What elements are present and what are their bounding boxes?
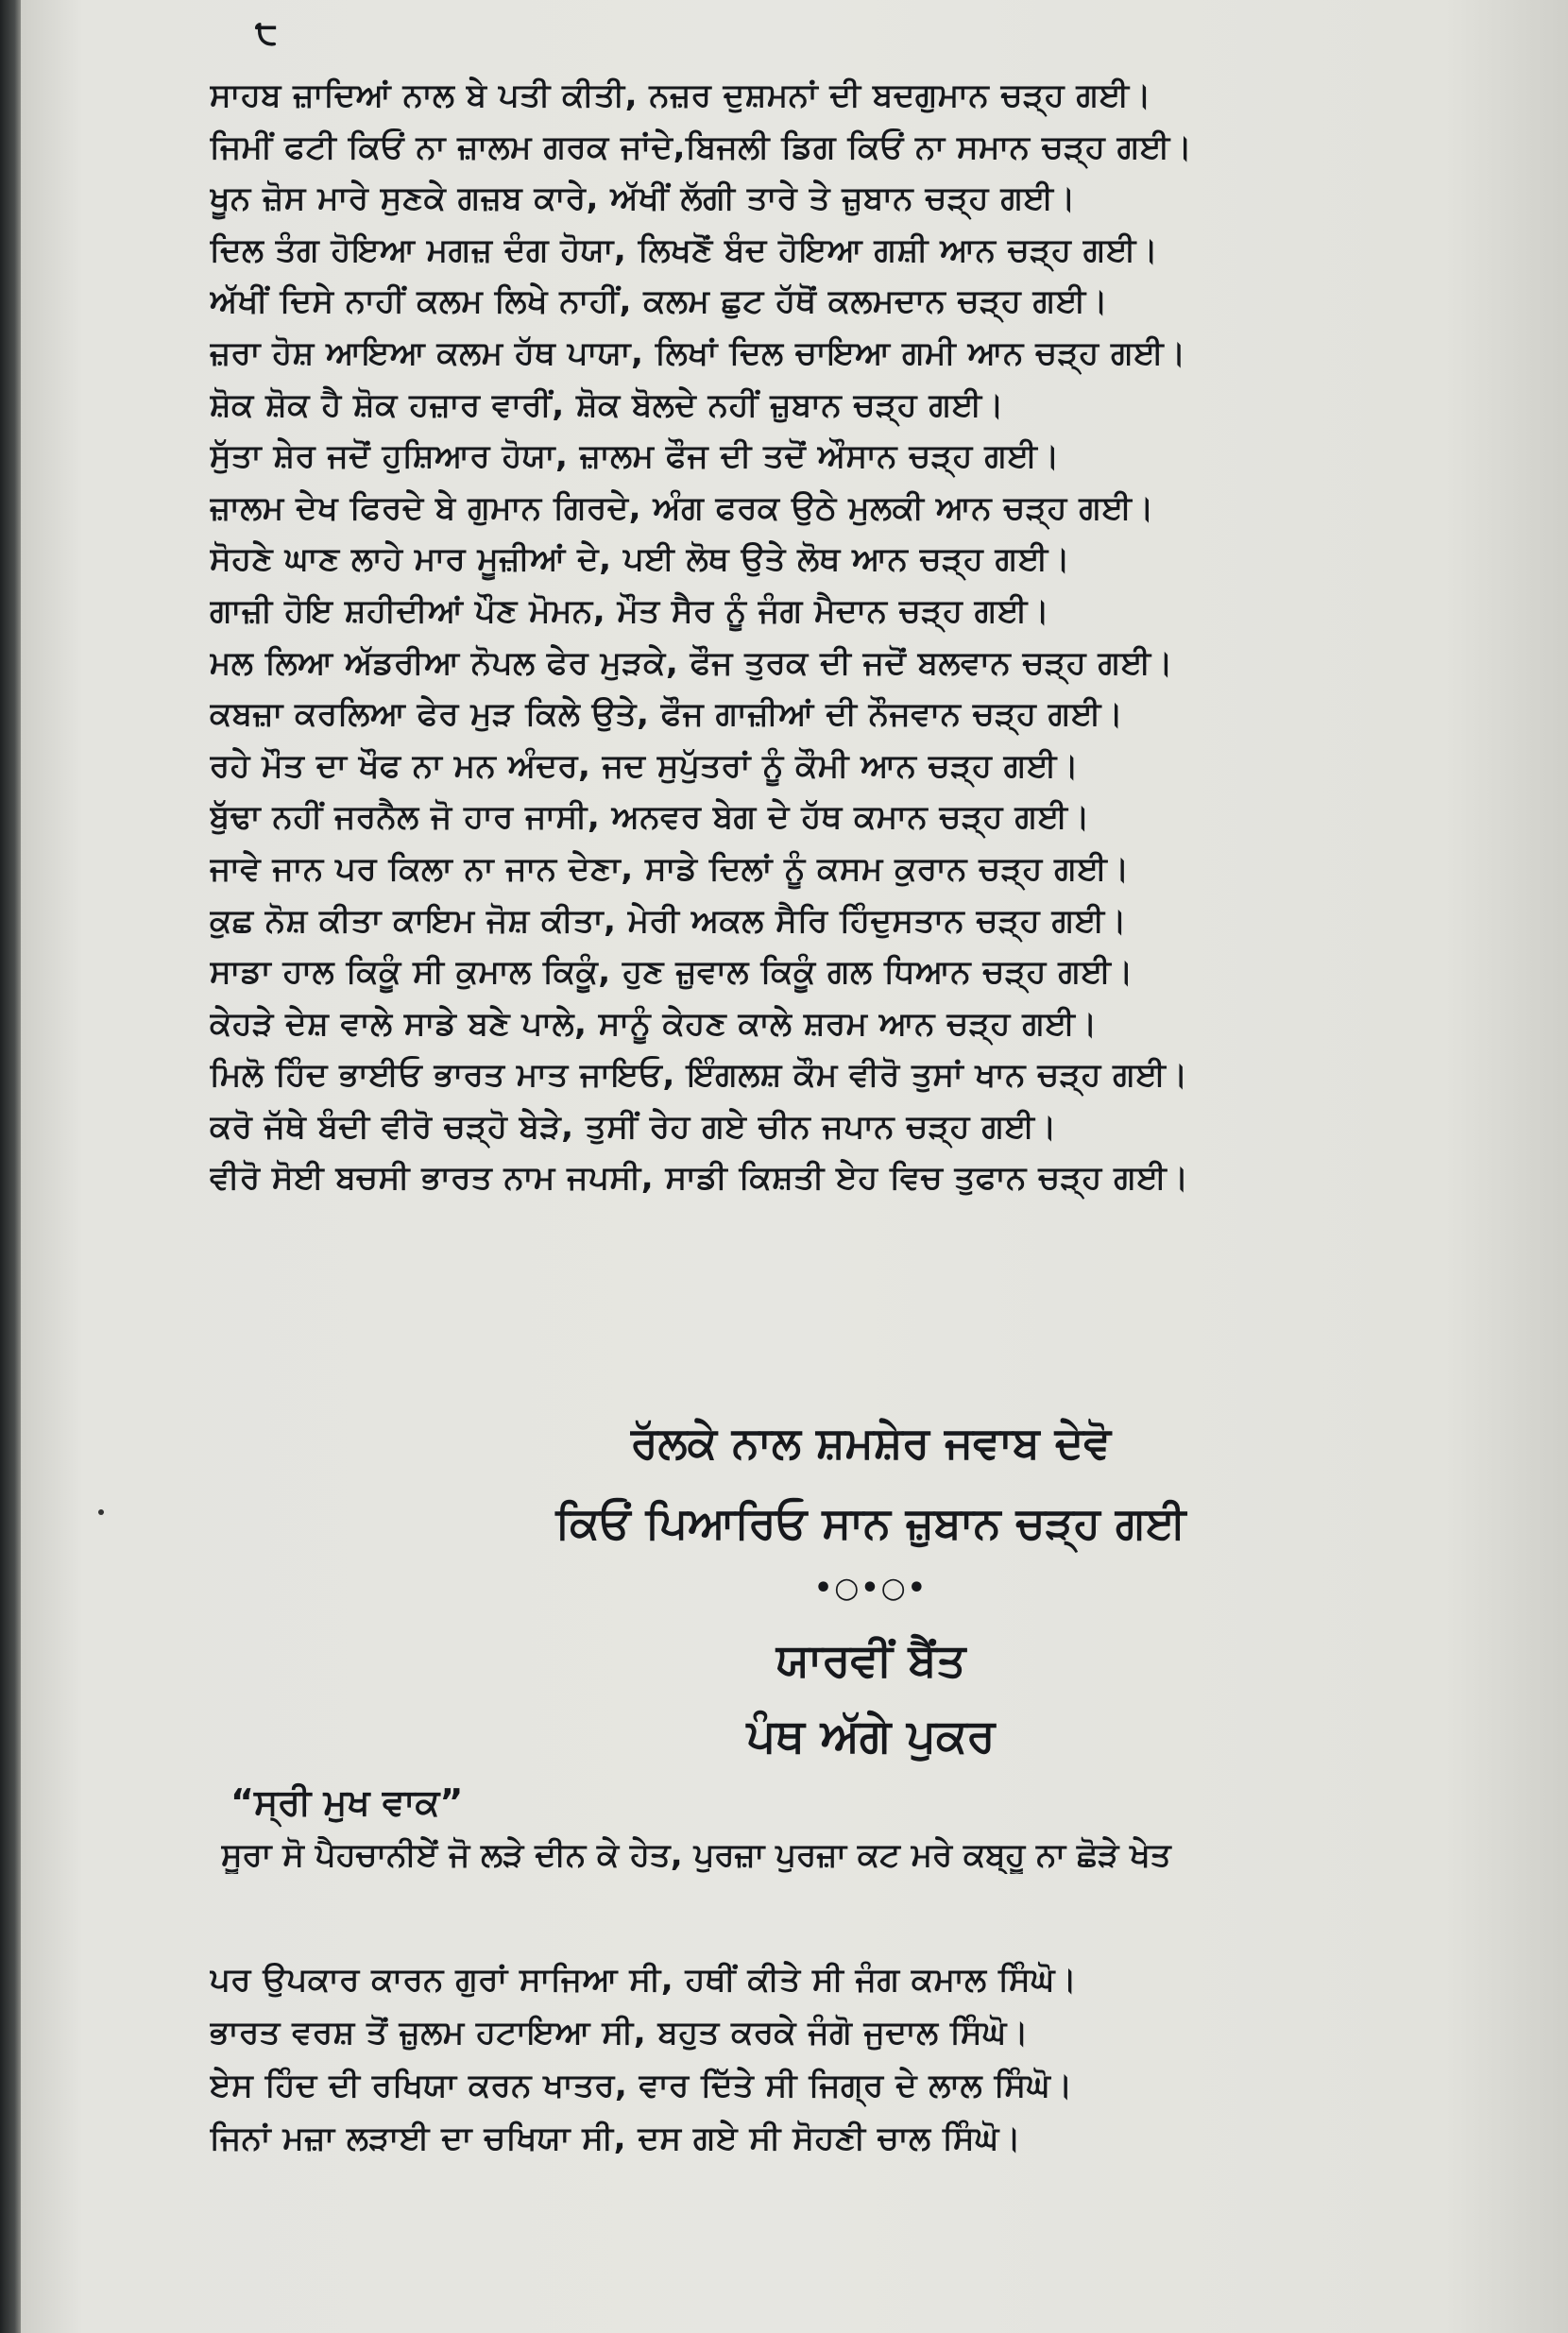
- verse-line: ਰਹੇ ਮੌਤ ਦਾ ਖੌਫ ਨਾ ਮਨ ਅੰਦਰ, ਜਦ ਸੁਪੁੱਤਰਾਂ ਨੂੰ ਕੌਮੀ ਆਨ ਚੜ੍ਹ ਗਈ।: [210, 746, 1080, 785]
- verse-line: ਜਿਮੀਂ ਫਟੀ ਕਿਓਂ ਨਾ ਜ਼ਾਲਮ ਗਰਕ ਜਾਂਦੇ,ਬਿਜਲੀ ਡਿਗ ਕਿਓਂ ਨਾ ਸਮਾਨ ਚੜ੍ਹ ਗਈ।: [210, 128, 1193, 166]
- verse-block-2: [210, 1953, 1532, 2165]
- couplet-line-1: ਰੱਲਕੇ ਨਾਲ ਸ਼ਮਸ਼ੇਰ ਜਵਾਬ ਦੇਵੋ: [630, 1417, 1112, 1468]
- verse-line: ਜਾਵੇ ਜਾਨ ਪਰ ਕਿਲਾ ਨਾ ਜਾਨ ਦੇਣਾ, ਸਾਡੇ ਦਿਲਾਂ ਨੂੰ ਕਸਮ ਕੁਰਾਨ ਚੜ੍ਹ ਗਈ।: [210, 849, 1130, 888]
- verse-line: ਗਾਜ਼ੀ ਹੋਇ ਸ਼ਹੀਦੀਆਂ ਪੌਣ ਮੋਮਨ, ਮੌਤ ਸੈਰ ਨੂੰ ਜੰਗ ਮੈਦਾਨ ਚੜ੍ਹ ਗਈ।: [210, 591, 1050, 630]
- section-title: ਯਾਰਵੀਂ ਬੈਂਤ: [775, 1634, 966, 1687]
- verse-block: [210, 70, 1532, 1204]
- verse-line: ਸਾਡਾ ਹਾਲ ਕਿਕੂੰ ਸੀ ਕੁਮਾਲ ਕਿਕੂੰ, ਹੁਣ ਜ਼ੁਵਾਲ ਕਿਕੂੰ ਗਲ ਧਿਆਨ ਚੜ੍ਹ ਗਈ।: [210, 953, 1133, 992]
- verse-line: ਕੇਹੜੇ ਦੇਸ਼ ਵਾਲੇ ਸਾਡੇ ਬਣੇ ਪਾਲੇ, ਸਾਨੂੰ ਕੇਹਣ ਕਾਲੇ ਸ਼ਰਮ ਆਨ ਚੜ੍ਹ ਗਈ।: [210, 1004, 1098, 1043]
- page-number: ੮: [255, 13, 278, 52]
- verse-line: ਭਾਰਤ ਵਰਸ਼ ਤੋਂ ਜ਼ੁਲਮ ਹਟਾਇਆ ਸੀ, ਬਹੁਤ ਕਰਕੇ ਜੰਗੋ ਜੁਦਾਲ ਸਿੰਘੋ।: [210, 2014, 1030, 2052]
- section-subtitle: ਪੰਥ ਅੱਗੇ ਪੁਕਰ: [746, 1710, 996, 1763]
- section-divider-ornament: •○•○•: [814, 1572, 928, 1605]
- couplet-line-2: ਕਿਓਂ ਪਿਆਰਿਓ ਸਾਨ ਜ਼ੁਬਾਨ ਚੜ੍ਹ ਗਈ: [555, 1497, 1186, 1548]
- verse-line: ਵੀਰੋ ਸੋਈ ਬਚਸੀ ਭਾਰਤ ਨਾਮ ਜਪਸੀ, ਸਾਡੀ ਕਿਸ਼ਤੀ ਏਹ ਵਿਚ ਤੁਫਾਨ ਚੜ੍ਹ ਗਈ।: [210, 1159, 1189, 1198]
- quote-title: “ਸ੍ਰੀ ਮੁਖ ਵਾਕ”: [230, 1781, 464, 1823]
- verse-line: ਖੂਨ ਜ਼ੋਸ ਮਾਰੇ ਸੁਣਕੇ ਗਜ਼ਬ ਕਾਰੇ, ਅੱਖੀਂ ਲੱਗੀ ਤਾਰੇ ਤੇ ਜ਼ੁਬਾਨ ਚੜ੍ਹ ਗਈ।: [210, 179, 1076, 218]
- verse-line: ਅੱਖੀਂ ਦਿਸੇ ਨਾਹੀਂ ਕਲਮ ਲਿਖੇ ਨਾਹੀਂ, ਕਲਮ ਛੁਟ ਹੱਥੋਂ ਕਲਮਦਾਨ ਚੜ੍ਹ ਗਈ।: [210, 282, 1109, 321]
- book-page: [21, 0, 1568, 2333]
- verse-line: ਕਰੋ ਜੱਥੇ ਬੰਦੀ ਵੀਰੋ ਚੜ੍ਹੋ ਬੇੜੇ, ਤੁਸੀਂ ਰੇਹ ਗਏ ਚੀਨ ਜਪਾਨ ਚੜ੍ਹ ਗਈ।: [210, 1107, 1057, 1146]
- verse-line: ਕੁਛ ਨੋਸ਼ ਕੀਤਾ ਕਾਇਮ ਜੋਸ਼ ਕੀਤਾ, ਮੇਰੀ ਅਕਲ ਸੈਰਿ ਹਿੰਦੁਸਤਾਨ ਚੜ੍ਹ ਗਈ।: [210, 901, 1128, 940]
- verse-line: ਜ਼ਾਲਮ ਦੇਖ ਫਿਰਦੇ ਬੇ ਗੁਮਾਨ ਗਿਰਦੇ, ਅੰਗ ਫਰਕ ਉਠੇ ਮੁਲਕੀ ਆਨ ਚੜ੍ਹ ਗਈ।: [210, 488, 1154, 527]
- verse-line: ਕਬਜ਼ਾ ਕਰਲਿਆ ਫੇਰ ਮੁੜ ਕਿਲੇ ਉਤੇ, ਫੌਜ ਗਾਜ਼ੀਆਂ ਦੀ ਨੌਜਵਾਨ ਚੜ੍ਹ ਗਈ।: [210, 695, 1124, 734]
- verse-line: ਸਾਹਬ ਜ਼ਾਦਿਆਂ ਨਾਲ ਬੇ ਪਤੀ ਕੀਤੀ, ਨਜ਼ਰ ਦੁਸ਼ਮਨਾਂ ਦੀ ਬਦਗੁਮਾਨ ਚੜ੍ਹ ਗਈ।: [210, 77, 1152, 114]
- verse-line: ਬੁੱਢਾ ਨਹੀਂ ਜਰਨੈਲ ਜੋ ਹਾਰ ਜਾਸੀ, ਅਨਵਰ ਬੇਗ ਦੇ ਹੱਥ ਕਮਾਨ ਚੜ੍ਹ ਗਈ।: [210, 798, 1090, 837]
- ink-speck: [98, 1509, 104, 1515]
- verse-line: ਪਰ ਉਪਕਾਰ ਕਾਰਨ ਗੁਰਾਂ ਸਾਜਿਆ ਸੀ, ਹਥੀਂ ਕੀਤੇ ਸੀ ਜੰਗ ਕਮਾਲ ਸਿੰਘੋ।: [210, 1961, 1078, 1999]
- verse-line: ਮਲ ਲਿਆ ਅੱਡਰੀਆ ਨੋਪਲ ਫੇਰ ਮੁੜਕੇ, ਫੌਜ ਤੁਰਕ ਦੀ ਜਦੋਂ ਬਲਵਾਨ ਚੜ੍ਹ ਗਈ।: [210, 643, 1174, 682]
- quote-text: ਸੂਰਾ ਸੋ ਪੈਹਚਾਨੀਏਂ ਜੋ ਲੜੇ ਦੀਨ ਕੇ ਹੇਤ, ਪੁਰਜ਼ਾ ਪੁਰਜ਼ਾ ਕਟ ਮਰੇ ਕਬ੍ਹੂ ਨਾ ਛੋੜੇ ਖੇਤ: [221, 1836, 1171, 1874]
- verse-line: ਜਿਨਾਂ ਮਜ਼ਾ ਲੜਾਈ ਦਾ ਚਖਿਯਾ ਸੀ, ਦਸ ਗਏ ਸੀ ਸੋਹਣੀ ਚਾਲ ਸਿੰਘੋ।: [210, 2120, 1022, 2157]
- verse-line: ਜ਼ਰਾ ਹੋਸ਼ ਆਇਆ ਕਲਮ ਹੱਥ ਪਾਯਾ, ਲਿਖਾਂ ਦਿਲ ਚਾਇਆ ਗਮੀ ਆਨ ਚੜ੍ਹ ਗਈ।: [210, 333, 1186, 372]
- verse-line: ਸ਼ੋਕ ਸ਼ੋਕ ਹੈ ਸ਼ੋਕ ਹਜ਼ਾਰ ਵਾਰੀਂ, ਸ਼ੋਕ ਬੋਲਦੇ ਨਹੀਂ ਜ਼ੁਬਾਨ ਚੜ੍ਹ ਗਈ।: [210, 385, 1005, 424]
- verse-line: ਸੁੱਤਾ ਸ਼ੇਰ ਜਦੋਂ ਹੁਸ਼ਿਆਰ ਹੋਯਾ, ਜ਼ਾਲਮ ਫੌਜ ਦੀ ਤਦੋਂ ਔਸਾਨ ਚੜ੍ਹ ਗਈ।: [210, 437, 1060, 476]
- verse-line: ਸੋਹਣੇ ਘਾਣ ਲਾਹੇ ਮਾਰ ਮੂਜ਼ੀਆਂ ਦੇ, ਪਈ ਲੋਥ ਉਤੇ ਲੋਥ ਆਨ ਚੜ੍ਹ ਗਈ।: [210, 540, 1071, 579]
- verse-line: ਏਸ ਹਿੰਦ ਦੀ ਰਖਿਯਾ ਕਰਨ ਖਾਤਰ, ਵਾਰ ਦਿੱਤੇ ਸੀ ਜਿਗ੍ਰ ਦੇ ਲਾਲ ਸਿੰਘੋ।: [210, 2067, 1073, 2104]
- book-gutter: [0, 0, 21, 2333]
- verse-line: ਮਿਲੋ ਹਿੰਦ ਭਾਈਓ ਭਾਰਤ ਮਾਤ ਜਾਇਓ, ਇੰਗਲਸ਼ ਕੌਮ ਵੀਰੋ ਤੁਸਾਂ ਖਾਨ ਚੜ੍ਹ ਗਈ।: [210, 1056, 1188, 1095]
- verse-line: ਦਿਲ ਤੰਗ ਹੋਇਆ ਮਗਜ਼ ਦੰਗ ਹੋਯਾ, ਲਿਖਣੋਂ ਬੰਦ ਹੋਇਆ ਗਸ਼ੀ ਆਨ ਚੜ੍ਹ ਗਈ।: [210, 230, 1159, 269]
